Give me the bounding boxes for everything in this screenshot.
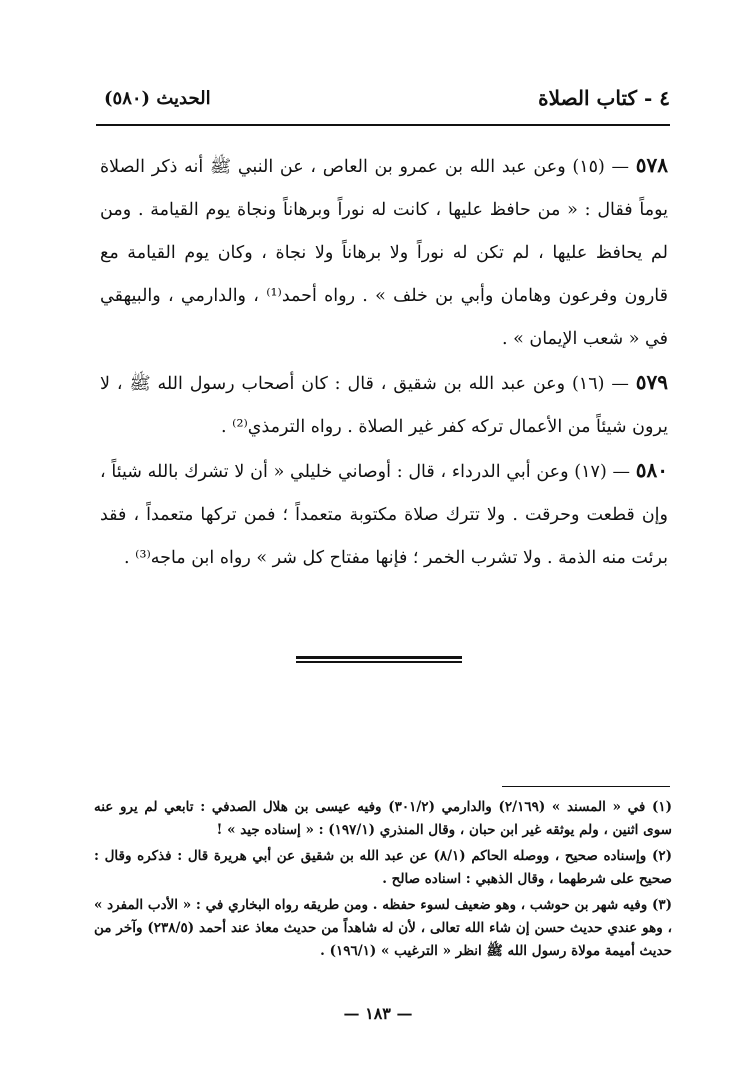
footnote: (٣) وفيه شهر بن حوشب ، وهو ضعيف لسوء حفظه . ومن طريقه رواه البخاري في : « الأدب المفرد » ، وهو عندي حديث حسن إن شاء الله تعالى ، لأن له شاهداً من حديث معاذ عند أحمد (٢٣٨/٥) وآخر من حديث أميمة مولاة رسول الله ﷺ انظر « الترغيب » (١٩٦/١) . [94, 897, 672, 959]
hadith-text: — (١٧) وعن أبي الدرداء ، قال : أوصاني خليلي « أن لا تشرك بالله شيئاً ، وإن قطعت وحرقت . ولا تترك صلاة مكتوبة متعمداً ؛ فمن تركها متعمداً ، فقد برئت منه الذمة . ولا تشرب الخمر ؛ فإنها مفتاح كل شر » رواه ابن ماجه⁽³⁾ . [100, 462, 668, 568]
hadith-paragraph [100, 361, 668, 449]
hadith-paragraph [100, 144, 668, 361]
footnote: (١) في « المسند » (٢/١٦٩) والدارمي (٣٠١/٢) وفيه عيسى بن هلال الصدفي : تابعي لم يرو عنه سوى اثنين ، ولم يوثقه غير ابن حبان ، وقال المنذري (١٩٧/١) : « إسناده جيد » ! [94, 799, 673, 838]
hadith-text: — (١٦) وعن عبد الله بن شقيق ، قال : كان أصحاب رسول الله ﷺ ، لا يرون شيئاً من الأعمال تركه كفر غير الصلاة . رواه الترمذي⁽²⁾ . [100, 374, 668, 437]
main-text [100, 144, 668, 580]
footnote-rule [502, 786, 670, 787]
divider-line-top [296, 656, 462, 659]
hadith-number: ٥٨٠ [635, 458, 668, 482]
footnotes [94, 796, 672, 966]
header-rule [96, 124, 670, 126]
hadith-number: ٥٧٨ [635, 153, 668, 177]
hadith-number: ٥٧٩ [635, 370, 668, 394]
hadith-range: الحديث (٥٨٠) [104, 88, 211, 109]
footnote: (٢) وإسناده صحيح ، ووصله الحاكم (٨/١) عن عبد الله بن شقيق عن أبي هريرة قال : فذكره وقال : صحيح على شرطهما ، وقال الذهبي : اسناده صالح . [94, 848, 672, 887]
page-number: — ١٨٣ — [343, 1004, 413, 1023]
running-header [96, 82, 670, 118]
hadith-paragraph [100, 449, 668, 580]
divider-line-bottom [296, 661, 462, 663]
hadith-text: — (١٥) وعن عبد الله بن عمرو بن العاص ، عن النبي ﷺ أنه ذكر الصلاة يوماً فقال : « من حافظ عليها ، كانت له نوراً وبرهاناً ونجاة يوم القيامة . ومن لم يحافظ عليها ، لم تكن له نوراً ولا برهاناً ولا نجاة ، وكان يوم القيامة مع قارون وفرعون وهامان وأبي بن خلف » . رواه أحمد⁽¹⁾ ، والدارمي ، والبيهقي في « شعب الإيمان » . [100, 157, 668, 349]
section-divider [296, 656, 462, 666]
chapter-title: ٤ - كتاب الصلاة [538, 86, 670, 110]
